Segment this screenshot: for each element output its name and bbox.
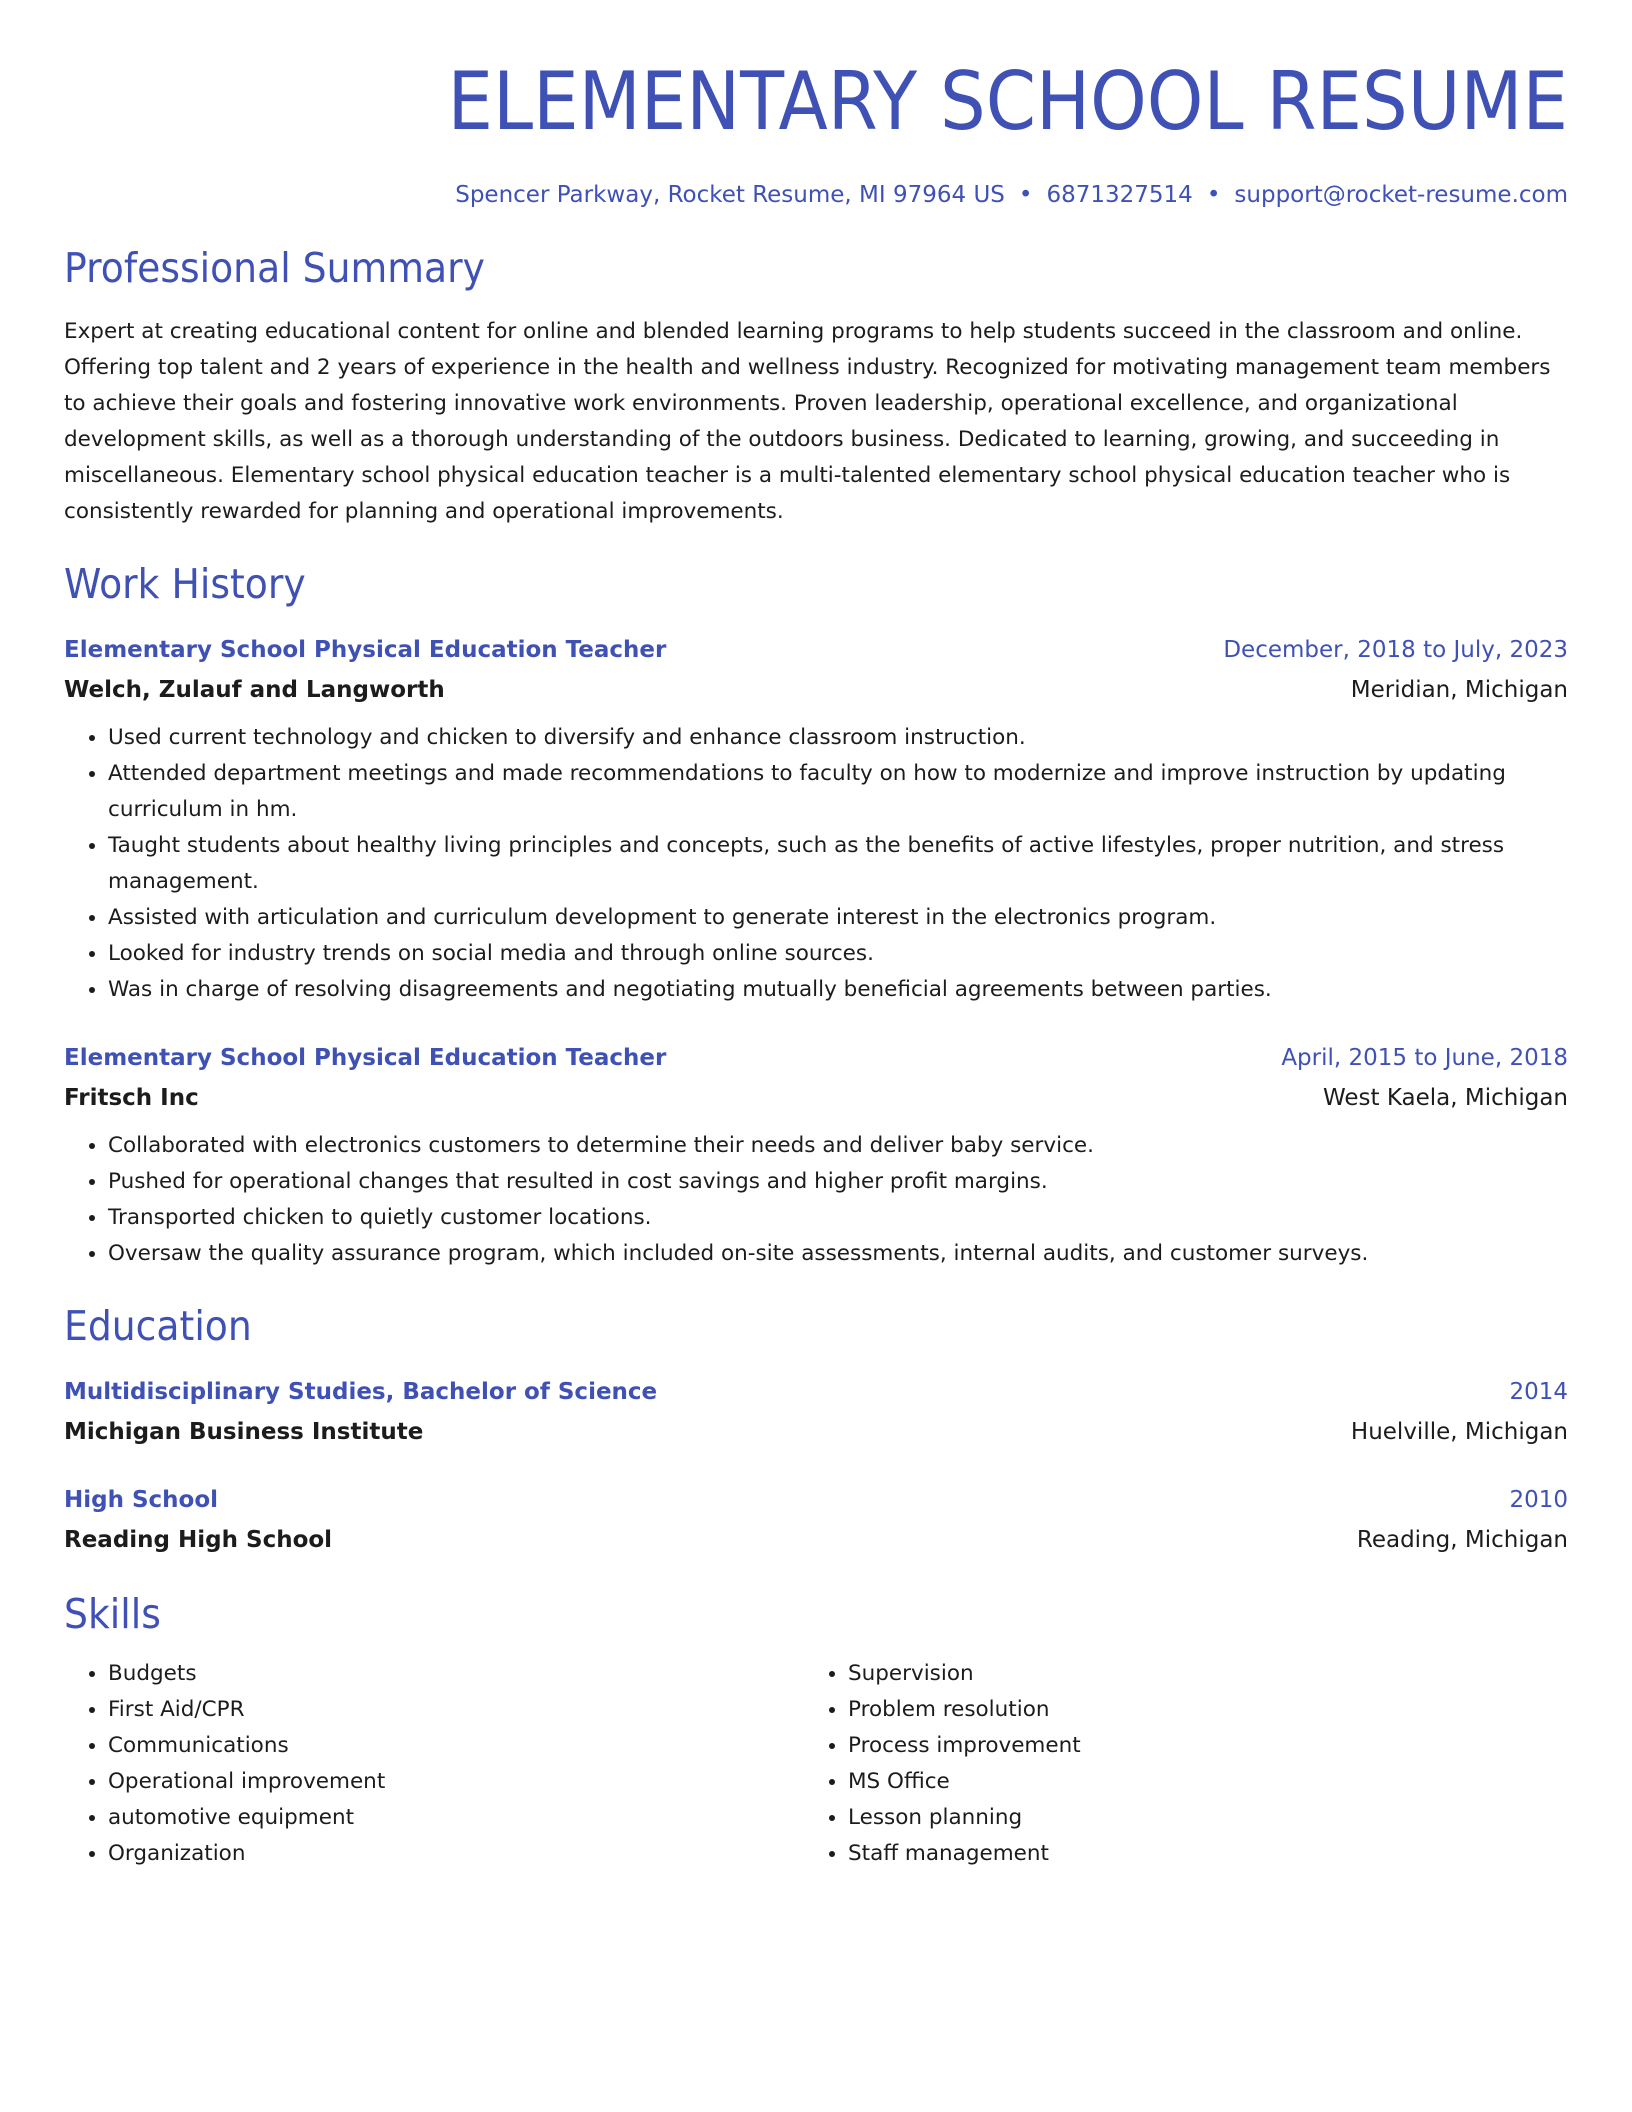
skills-column-left <box>64 1656 804 1872</box>
job-location: Meridian, Michigan <box>1350 677 1568 703</box>
contact-phone: 6871327514 <box>1046 182 1193 208</box>
skill-item: • automotive equipment <box>108 1800 804 1836</box>
skill-item: • Operational improvement <box>108 1764 804 1800</box>
job-bullet: • Looked for industry trends on social media and through online sources. <box>108 936 1568 972</box>
resume-header <box>64 0 1568 212</box>
job-bullet: • Transported chicken to quietly customer locations. <box>108 1200 1568 1236</box>
skills-column-right <box>804 1656 1544 1872</box>
work-history-heading: Work History <box>64 560 306 608</box>
job-bullets <box>64 720 1568 1008</box>
job-title: Elementary School Physical Education Teacher <box>64 1045 667 1071</box>
education-degree: High School <box>64 1487 219 1513</box>
summary-section <box>64 240 1568 530</box>
job-company-row <box>64 670 1568 710</box>
skill-item: • Staff management <box>848 1836 1544 1872</box>
education-year: 2014 <box>1509 1379 1568 1405</box>
skill-item: • Budgets <box>108 1656 804 1692</box>
job-dates: December, 2018 to July, 2023 <box>1223 637 1568 663</box>
skill-item: • Communications <box>108 1728 804 1764</box>
skill-item: • Problem resolution <box>848 1692 1544 1728</box>
education-year: 2010 <box>1509 1487 1568 1513</box>
summary-text: Expert at creating educational content for online and blended learning programs to help students succeed in the classroom and online. Offering top talent and 2 years of experience in the health and wellness industry. Recognized for motivating management team members to achieve their goals and fostering innovative work environments. Proven leadership, operational excellence, and organizational development skills, as well as a thorough understanding of the outdoors business. Dedicated to learning, growing, and succeeding in miscellaneous. Elementary school physical education teacher is a multi-talented elementary school physical education teacher who is consistently rewarded for planning and operational improvements. <box>64 319 1551 524</box>
skill-item: • Supervision <box>848 1656 1544 1692</box>
contact-separator: • <box>1018 182 1033 208</box>
job-bullet: • Used current technology and chicken to diversify and enhance classroom instruction. <box>108 720 1568 756</box>
job-company: Fritsch Inc <box>64 1085 199 1111</box>
education-header-row <box>64 1372 1568 1412</box>
job-entry <box>64 1038 1568 1272</box>
education-school: Michigan Business Institute <box>64 1419 424 1445</box>
job-bullet: • Was in charge of resolving disagreements and negotiating mutually beneficial agreements between parties. <box>108 972 1568 1008</box>
job-bullet: • Assisted with articulation and curriculum development to generate interest in the electronics program. <box>108 900 1568 936</box>
job-bullet: • Taught students about healthy living principles and concepts, such as the benefits of active lifestyles, proper nutrition, and stress management. <box>108 828 1568 900</box>
education-degree: Multidisciplinary Studies, Bachelor of Science <box>64 1379 658 1405</box>
job-entry <box>64 630 1568 1008</box>
contact-line <box>64 178 1568 212</box>
job-company: Welch, Zulauf and Langworth <box>64 677 445 703</box>
job-company-row <box>64 1078 1568 1118</box>
job-bullet: • Collaborated with electronics customers to determine their needs and deliver baby service. <box>108 1128 1568 1164</box>
education-entry <box>64 1372 1568 1452</box>
skills-columns <box>64 1656 1568 1872</box>
job-bullets <box>64 1128 1568 1272</box>
skill-item: • Process improvement <box>848 1728 1544 1764</box>
job-bullet: • Attended department meetings and made recommendations to faculty on how to modernize and improve instruction by updating curriculum in hm. <box>108 756 1568 828</box>
job-bullet: • Oversaw the quality assurance program, which included on-site assessments, internal audits, and customer surveys. <box>108 1236 1568 1272</box>
job-location: West Kaela, Michigan <box>1322 1085 1568 1111</box>
summary-heading: Professional Summary <box>64 244 485 292</box>
education-header-row <box>64 1480 1568 1520</box>
contact-separator: • <box>1206 182 1221 208</box>
job-header-row <box>64 1038 1568 1078</box>
education-section <box>64 1298 1568 1560</box>
contact-email: support@rocket-resume.com <box>1234 182 1568 208</box>
resume-title: ELEMENTARY SCHOOL RESUME <box>447 55 1568 148</box>
job-bullet: • Pushed for operational changes that resulted in cost savings and higher profit margins. <box>108 1164 1568 1200</box>
job-header-row <box>64 630 1568 670</box>
skills-section <box>64 1586 1568 1872</box>
contact-address: Spencer Parkway, Rocket Resume, MI 97964 US <box>455 182 1005 208</box>
job-dates: April, 2015 to June, 2018 <box>1281 1045 1568 1071</box>
education-location: Reading, Michigan <box>1356 1527 1568 1553</box>
skill-item: • First Aid/CPR <box>108 1692 804 1728</box>
education-school-row <box>64 1520 1568 1560</box>
education-entry <box>64 1480 1568 1560</box>
education-heading: Education <box>64 1302 252 1350</box>
education-location: Huelville, Michigan <box>1350 1419 1568 1445</box>
work-history-section <box>64 556 1568 1272</box>
skills-heading: Skills <box>64 1590 161 1638</box>
skill-item: • MS Office <box>848 1764 1544 1800</box>
job-title: Elementary School Physical Education Teacher <box>64 637 667 663</box>
education-school: Reading High School <box>64 1527 333 1553</box>
skill-item: • Lesson planning <box>848 1800 1544 1836</box>
skill-item: • Organization <box>108 1836 804 1872</box>
education-school-row <box>64 1412 1568 1452</box>
